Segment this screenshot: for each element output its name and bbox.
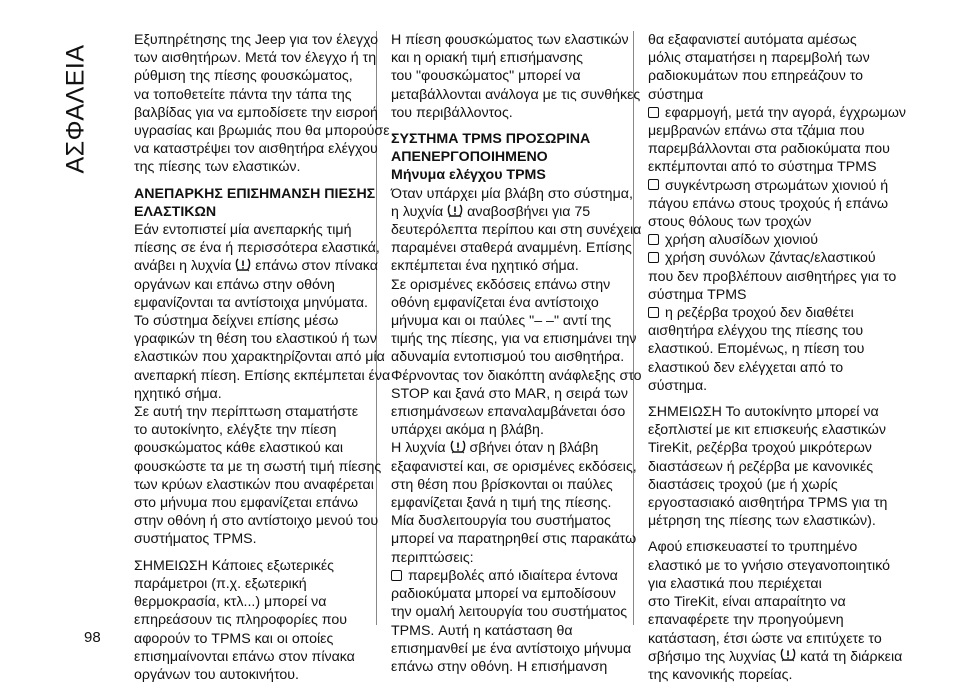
text-line: του περιβάλλοντος.	[391, 104, 513, 121]
text-line: οθόνη εμφανίζεται ένα αντίστοιχο	[391, 294, 599, 311]
note-paragraph	[648, 403, 886, 530]
text-line: TPMS. Αυτή η κατάσταση θα	[391, 622, 573, 639]
text-line: βαλβίδας για να εμποδίσετε την εισροή	[134, 104, 378, 121]
column-1	[134, 31, 391, 684]
text-line: γραφικών τη θέση του ελαστικού ή των	[134, 331, 377, 348]
text-line: θερμοκρασία, κτλ...) μπορεί να	[134, 594, 327, 611]
text-line: ραδιοκυμάτων που επηρεάζουν το	[648, 68, 864, 85]
text-line: εξοπλιστεί με κιτ επισκευής ελαστικών	[648, 422, 886, 439]
text-line: STOP και ξανά στο MAR, η σειρά των	[391, 385, 628, 402]
bullet-box-icon	[648, 107, 659, 118]
text-line: οργάνων και επάνω στην οθόνη	[134, 276, 335, 293]
text-line: φουσκώματος κάθε ελαστικού και	[134, 440, 344, 457]
text-line: να τοποθετείτε πάντα την τάπα της	[134, 86, 352, 103]
bullet-box-icon	[648, 252, 659, 263]
text-line: των αισθητήρων. Μετά τον έλεγχο ή τη	[134, 50, 377, 67]
text-line: εργοστασιακό αισθητήρα TPMS για τη	[648, 495, 888, 512]
heading-line: ΣΥΣΤΗΜΑ TPMS ΠΡΟΣΩΡΙΝΑ	[391, 131, 591, 148]
text-line: συγκέντρωση στρωμάτων χιονιού ή	[648, 177, 886, 195]
text-line: εφαρμογή, μετά την αγορά, έγχρωμων	[648, 104, 886, 122]
heading-line: ΑΠΕΝΕΡΓΟΠΟΙΗΜΕΝΟ	[391, 149, 548, 166]
text-line: αισθητήρα ελέγχου της πίεσης του	[648, 323, 864, 340]
text-line: ελαστικών που χαρακτηρίζονται από μία	[134, 349, 385, 366]
text-line: της κανονικής πορείας.	[648, 666, 793, 683]
text-line: στο TireKit, είναι απαραίτητο να	[648, 594, 846, 611]
text-line: παράμετροι (π.χ. εξωτερική	[134, 575, 307, 592]
text-line: ελαστικό με το γνήσιο στεγανοποιητικό	[648, 557, 891, 574]
heading-line: ΑΝΕΠΑΡΚΗΣ ΕΠΙΣΗΜΑΝΣΗ ΠΙΕΣΗΣ	[134, 185, 376, 202]
text-line: των κρύων ελαστικών που αναφέρεται	[134, 476, 374, 493]
text-line: αδυναμία εντοπισμού του αισθητήρα.	[391, 349, 625, 366]
list-item	[391, 567, 632, 676]
text-line: θα εξαφανιστεί αυτόματα αμέσως	[648, 32, 857, 48]
tpms-warning-icon	[447, 203, 463, 218]
section-heading	[134, 185, 376, 221]
text-line: Το σύστημα δείχνει επίσης μέσω	[134, 313, 339, 330]
note-paragraph	[134, 557, 362, 684]
text-line: μεταβάλλονται ανάλογα με τις συνθήκες	[391, 86, 641, 103]
text-line: παρεμβολές από ιδιαίτερα έντονα	[391, 567, 619, 585]
text-line: εμφανίζεται ξανά η τιμή της πίεσης.	[391, 495, 612, 512]
paragraph	[648, 31, 886, 104]
tpms-warning-icon	[780, 647, 796, 662]
text-line: ανεπαρκή πίεση. Επίσης εκπέμπεται ένα	[134, 367, 391, 384]
text-line: η ρεζέρβα τροχού δεν διαθέτει	[648, 304, 886, 322]
text-line: οργάνων του αυτοκινήτου.	[134, 666, 299, 683]
text-line: ηχητικό σήμα.	[134, 385, 222, 402]
text-line: για ελαστικά που περιέχεται	[648, 575, 822, 592]
text-line: Εξυπηρέτησης της Jeep για τον έλεγχο	[134, 32, 379, 48]
text-line: διαστάσεις τροχού (με ή χωρίς	[648, 476, 838, 493]
list-item	[648, 177, 889, 232]
text-line: Η πίεση φουσκώματος των ελαστικών	[391, 32, 629, 48]
text-line: πίεσης σε ένα ή περισσότερα ελαστικά,	[134, 240, 380, 257]
text-line: μπορεί να παρατηρηθεί στις παρακάτω	[391, 531, 637, 548]
text-line: υγρασίας και βρωμιάς που θα μπορούσε	[134, 123, 390, 140]
text-line: ρύθμιση της πίεσης φουσκώματος,	[134, 68, 353, 85]
text-line: χρήση συνόλων ζάντας/ελαστικού	[648, 249, 886, 267]
text-line: Η λυχνία σβήνει όταν η βλάβη	[391, 440, 599, 457]
text-line: επάνω στην οθόνη. Η επισήμανση	[391, 658, 608, 675]
text-line: της πίεσης των ελαστικών.	[134, 159, 301, 176]
text-line: Μία δυσλειτουργία του συστήματος	[391, 513, 611, 530]
page-number: 98	[84, 629, 101, 646]
bullet-box-icon	[648, 179, 659, 190]
text-line: εκπέμπονται από το σύστημα TPMS	[648, 159, 877, 176]
bullet-box-icon	[391, 570, 402, 581]
paragraph	[391, 276, 637, 367]
text-line: δευτερόλεπτα περίπου και στη συνέχεια	[391, 222, 642, 239]
text-line: ελαστικού. Επομένως, η πίεση του	[648, 341, 865, 358]
text-line: επισημαίνονται επάνω στον πίνακα	[134, 648, 355, 665]
list-item	[648, 304, 886, 395]
column-3	[648, 31, 907, 684]
text-line: Σε αυτή την περίπτωση σταματήστε	[134, 404, 359, 421]
text-line: σύστημα	[648, 86, 704, 103]
subheading: Μήνυμα ελέγχου TPMS	[391, 167, 546, 184]
text-line: κατάσταση, έτσι ώστε να επιτύχετε το	[648, 630, 882, 647]
text-line: η λυχνία αναβοσβήνει για 75	[391, 203, 591, 220]
text-line: του "φουσκώματος" μπορεί να	[391, 68, 581, 85]
text-line: πάγου επάνω στους τροχούς ή επάνω	[648, 195, 889, 212]
text-line: και η οριακή τιμή επισήμανσης	[391, 50, 583, 67]
text-line: χρήση αλυσίδων χιονιού	[648, 231, 886, 249]
text-line: διαστάσεων ή ρεζέρβα με κανονικές	[648, 458, 874, 475]
text-line: στη θέση που βρίσκονται οι παύλες	[391, 476, 613, 493]
text-line: ραδιοκύματα μπορεί να εμποδίσουν	[391, 586, 616, 603]
text-line: Εάν εντοπιστεί μία ανεπαρκής τιμή	[134, 222, 352, 239]
text-line: Αφού επισκευαστεί το τρυπημένο	[648, 539, 858, 556]
text-line: επισημανθεί με ένα αντίστοιχο μήνυμα	[391, 640, 632, 657]
paragraph	[391, 185, 642, 276]
text-line: αφορούν το TPMS και οι οποίες	[134, 630, 334, 647]
list-item	[648, 249, 897, 304]
text-line: μήνυμα και οι παύλες "– –" αντί της	[391, 313, 612, 330]
text-line: φουσκώστε τα με τη σωστή τιμή πίεσης	[134, 458, 382, 475]
text-line: επαναφέρετε την προηγούμενη	[648, 612, 844, 629]
text-line: παραμένει σταθερά αναμμένη. Επίσης	[391, 240, 632, 257]
paragraph	[134, 221, 391, 403]
text-line: υπάρχει ακόμα η βλάβη.	[391, 422, 544, 439]
text-line: εξαφανιστεί και, σε ορισμένες εκδόσεις,	[391, 458, 637, 475]
text-line: παρεμβάλλονται στα ραδιοκύματα που	[648, 141, 890, 158]
paragraph	[134, 31, 390, 177]
text-line: στην οθόνη ή στο αντίστοιχο μενού του	[134, 513, 379, 530]
bullet-box-icon	[648, 307, 659, 318]
list-item	[648, 104, 907, 177]
text-line: την ομαλή λειτουργία του συστήματος	[391, 604, 628, 621]
text-line: το αυτοκίνητο, ελέγξτε την πίεση	[134, 422, 337, 439]
text-line: Όταν υπάρχει μία βλάβη στο σύστημα,	[391, 185, 633, 202]
section-heading	[391, 130, 619, 185]
section-title	[56, 14, 96, 204]
text-line: μεμβρανών επάνω στα τζάμια που	[648, 123, 865, 140]
text-line: που δεν προβλέπουν αισθητήρες για το	[648, 268, 897, 285]
list-item	[648, 231, 886, 249]
paragraph	[391, 512, 637, 567]
text-line: Φέρνοντας τον διακόπτη ανάφλεξης στο	[391, 367, 642, 384]
text-line: ανάβει η λυχνία επάνω στον πίνακα	[134, 258, 378, 275]
text-line: τιμής της πίεσης, για να επισημάνει την	[391, 331, 637, 348]
text-line: σβήσιμο της λυχνίας κατά τη διάρκεια	[648, 648, 903, 665]
text-line: στους θόλους των τροχών	[648, 214, 812, 231]
text-line: να καταστρέψει τον αισθητήρα ελέγχου	[134, 141, 378, 158]
text-line: μέτρηση της πίεσης των ελαστικών).	[648, 513, 876, 530]
text-line: TireKit, ρεζέρβα τροχού μικρότερων	[648, 440, 872, 457]
paragraph	[648, 538, 903, 684]
section-title-text: ΑΣΦΑΛΕΙΑ	[61, 44, 90, 174]
text-line: περιπτώσεις:	[391, 549, 474, 566]
text-line: Σε ορισμένες εκδόσεις επάνω στην	[391, 276, 611, 293]
paragraph	[391, 367, 642, 440]
text-line: σύστημα TPMS	[648, 286, 747, 303]
text-line: ΣΗΜΕΙΩΣΗ Κάποιες εξωτερικές	[134, 557, 334, 574]
bullet-box-icon	[648, 234, 659, 245]
text-line: μόλις σταματήσει η παρεμβολή των	[648, 50, 870, 67]
text-line: σύστημα.	[648, 377, 708, 394]
heading-line: ΕΛΑΣΤΙΚΩΝ	[134, 203, 217, 220]
text-line: επηρεάσουν τις πληροφορίες που	[134, 612, 347, 629]
text-line: επισημάνσεων επαναλαμβάνεται όσο	[391, 404, 626, 421]
text-line: εμφανίζονται τα αντίστοιχα μηνύματα.	[134, 294, 368, 311]
text-line: στο μήνυμα που εμφανίζεται επάνω	[134, 495, 359, 512]
paragraph	[391, 439, 637, 512]
tpms-warning-icon	[235, 257, 251, 272]
text-line: εκπέμπεται ένα ηχητικό σήμα.	[391, 258, 579, 275]
text-line: ΣΗΜΕΙΩΣΗ Το αυτοκίνητο μπορεί να	[648, 404, 879, 421]
column-2	[391, 31, 642, 676]
tpms-warning-icon	[450, 439, 466, 454]
text-line: συστήματος TPMS.	[134, 531, 257, 548]
paragraph	[391, 31, 641, 122]
text-line: ελαστικού δεν ελέγχεται από το	[648, 359, 844, 376]
paragraph	[134, 403, 382, 549]
